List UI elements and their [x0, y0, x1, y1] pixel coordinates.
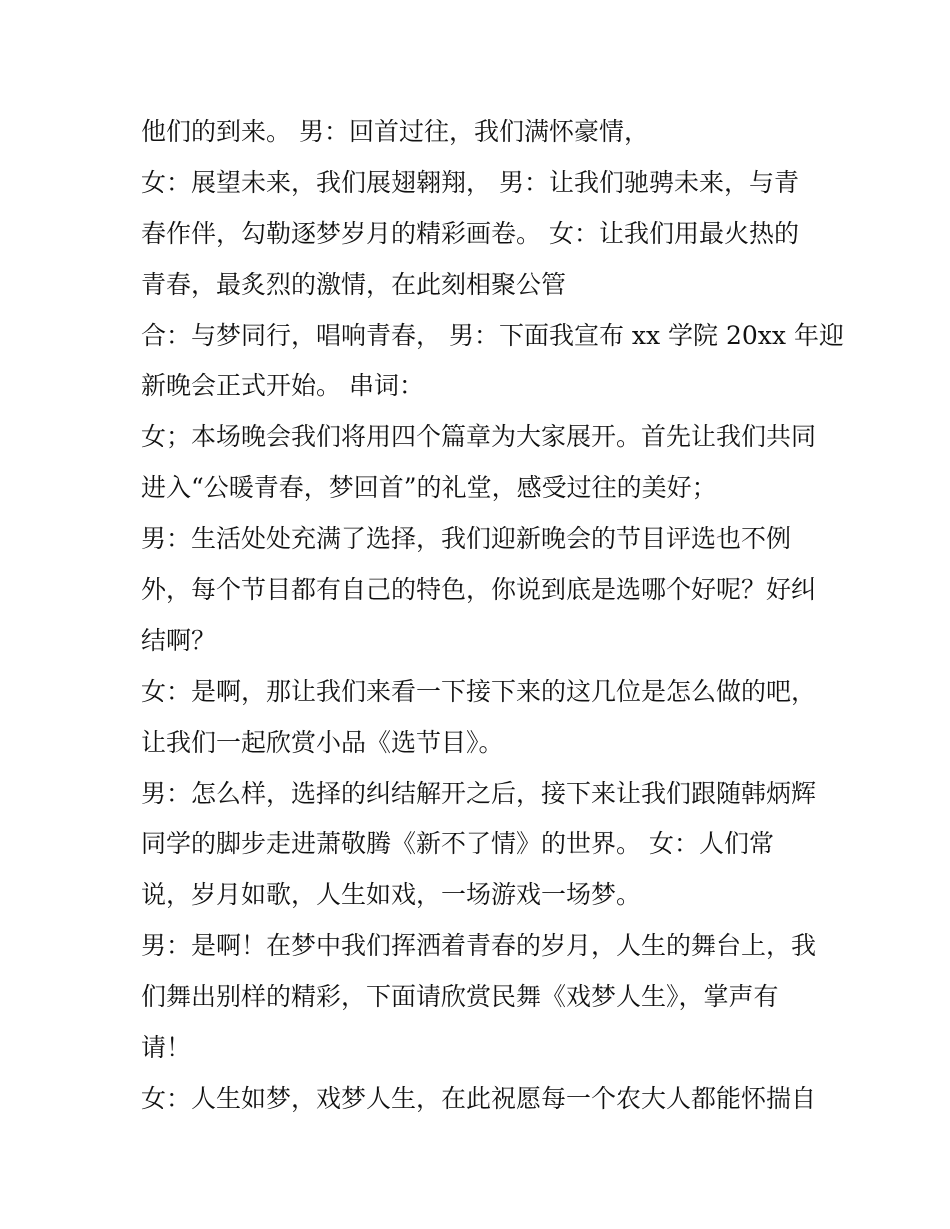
text-line: 春作伴，勾勒逐梦岁月的精彩画卷。 女：让我们用最火热的 — [141, 218, 799, 248]
text-line: 女：是啊，那让我们来看一下接下来的这几位是怎么做的吧， — [141, 676, 817, 706]
text-line: 女；本场晚会我们将用四个篇章为大家展开。首先让我们共同 — [141, 422, 817, 452]
text-line: 青春，最炙烈的激情，在此刻相聚公管 — [141, 269, 567, 299]
text-line: 他们的到来。 男：回首过往，我们满怀豪情， — [141, 117, 649, 146]
text-line: 进入“公暖青春，梦回首”的礼堂，感受过往的美好； — [141, 473, 717, 503]
text-line: 男：怎么样，选择的纠结解开之后，接下来让我们跟随韩炳辉 — [141, 778, 817, 808]
text-line: 外，每个节目都有自己的特色，你说到底是选哪个好呢？好纠 — [141, 575, 817, 605]
text-line: 女：展望未来，我们展翅翱翔， 男：让我们驰骋未来，与青 — [141, 167, 799, 197]
text-line: 女：人生如梦，戏梦人生，在此祝愿每一个农大人都能怀揣自 — [141, 1083, 817, 1113]
document-body — [141, 107, 844, 1125]
text-line: 新晚会正式开始。 串词： — [141, 371, 424, 401]
text-line: 们舞出别样的精彩，下面请欣赏民舞《戏梦人生》，掌声有 — [141, 982, 779, 1012]
text-line: 同学的脚步走进萧敬腾《新不了情》的世界。 女：人们常 — [141, 829, 774, 859]
text-line: 男：生活处处充满了选择，我们迎新晚会的节目评选也不例 — [141, 524, 792, 554]
text-line: 男：是啊！在梦中我们挥洒着青春的岁月，人生的舞台上，我 — [141, 931, 817, 961]
text-line: 请！ — [141, 1033, 192, 1063]
text-line: 说，岁月如歌，人生如戏，一场游戏一场梦。 — [141, 880, 642, 910]
text-line: 让我们一起欣赏小品《选节目》。 — [141, 727, 504, 757]
text-line: 结啊？ — [141, 625, 217, 655]
text-line: 合：与梦同行，唱响青春， 男：下面我宣布 xx 学院 20xx 年迎 — [141, 320, 844, 350]
